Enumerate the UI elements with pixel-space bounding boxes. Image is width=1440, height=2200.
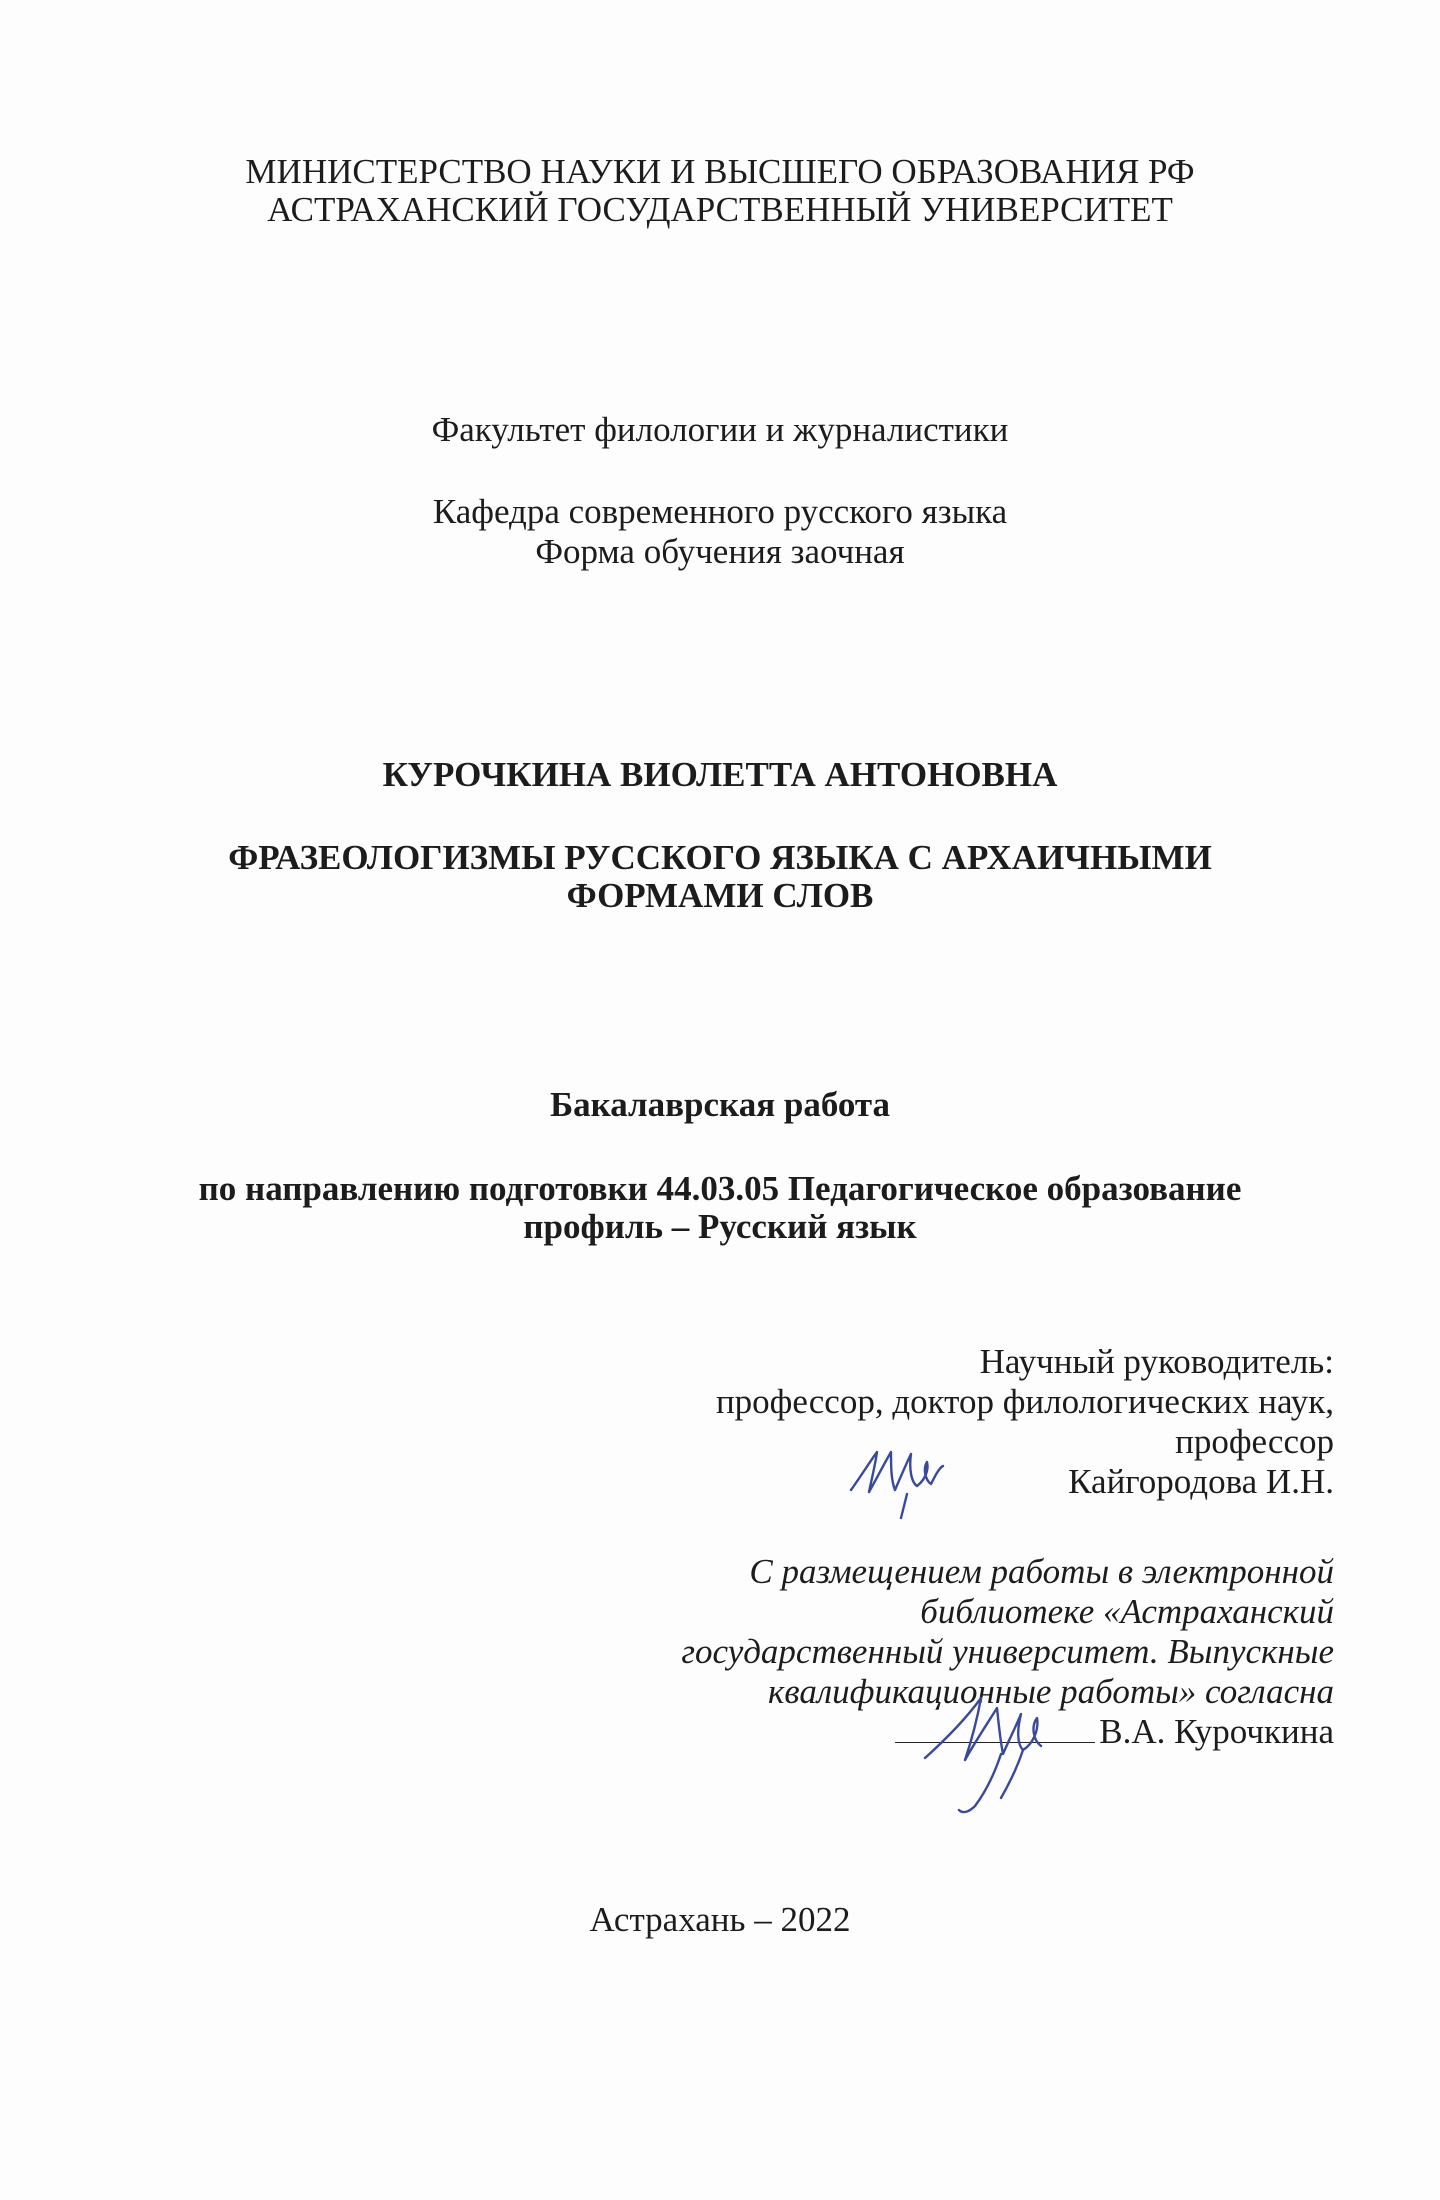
consent-line-2: библиотеке «Астраханский [920, 1592, 1334, 1631]
work-type: Бакалаврская работа [549, 1085, 891, 1124]
supervisor-label: Научный руководитель: [979, 1342, 1334, 1381]
study-form-line: Форма обучения заочная [535, 532, 905, 571]
supervisor-title: профессор [1175, 1422, 1334, 1461]
consent-signer-name: В.А. Курочкина [1099, 1712, 1334, 1751]
author-name: КУРОЧКИНА ВИОЛЕТТА АНТОНОВНА [382, 755, 1058, 794]
direction-line-2: профиль – Русский язык [523, 1207, 917, 1246]
consent-line-3: государственный университет. Выпускные [681, 1632, 1334, 1671]
supervisor-name: Кайгородова И.Н. [1068, 1462, 1334, 1501]
supervisor-signature [845, 1440, 965, 1520]
consent-line-4: квалификационные работы» согласна [768, 1672, 1334, 1711]
university-line: АСТРАХАНСКИЙ ГОСУДАРСТВЕННЫЙ УНИВЕРСИТЕТ [267, 190, 1173, 229]
city-year: Астрахань – 2022 [589, 1900, 851, 1939]
department-line: Кафедра современного русского языка [432, 492, 1008, 531]
ministry-line: МИНИСТЕРСТВО НАУКИ И ВЫСШЕГО ОБРАЗОВАНИЯ РФ [245, 152, 1195, 191]
consent-line-1: С размещением работы в электронной [749, 1552, 1334, 1591]
direction-line-1: по направлению подготовки 44.03.05 Педагогическое образование [198, 1169, 1242, 1208]
thesis-title-line-1: ФРАЗЕОЛОГИЗМЫ РУССКОГО ЯЗЫКА С АРХАИЧНЫМИ [228, 838, 1212, 877]
author-signature [905, 1680, 1085, 1820]
thesis-title-line-2: ФОРМАМИ СЛОВ [566, 876, 874, 915]
supervisor-degree: профессор, доктор филологических наук, [715, 1382, 1334, 1421]
faculty-line: Факультет филологии и журналистики [431, 410, 1009, 449]
